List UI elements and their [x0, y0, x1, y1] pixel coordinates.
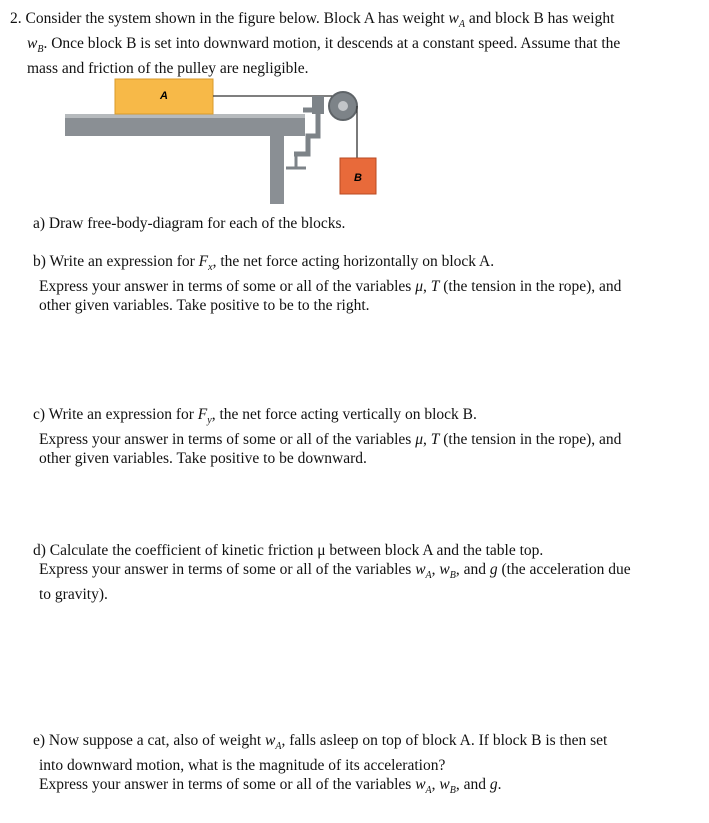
part-b: b) Write an expression for $F_x$, the net force acting horizontally on block A. Express your answer in terms of some or all of the variables μ, T (the tension in the rope), and other given variables. Take positive to be to the right. [33, 253, 622, 315]
block-b-label: B [354, 172, 362, 184]
part-d: d) Calculate the coefficient of kinetic friction μ between block A and the table top. Express your answer in terms of some or all of the variables $w_A$, $w_B$, and g (the acceleration due to gravity). [33, 542, 631, 604]
block-a-label: A [160, 90, 168, 102]
intro-line-2: $w_B$. Once block B is set into downward motion, it descends at a constant speed. Assume that the [27, 35, 621, 56]
part-e: e) Now suppose a cat, also of weight $w_A$, falls asleep on top of block A. If block B is then set into downward motion, what is the magnitude of its acceleration? Express your answer in terms of some or all of the variables $w_A$, $w_B$, and g. [33, 732, 608, 797]
table-leg [270, 134, 284, 204]
pulley-figure [60, 76, 390, 211]
figure-svg [60, 76, 390, 206]
part-a: a) Draw free-body-diagram for each of the blocks. [33, 215, 346, 232]
intro-line-3: mass and friction of the pulley are negligible. [27, 60, 309, 78]
problem-number: 2. [10, 10, 22, 27]
problem-statement [10, 9, 700, 78]
part-c: c) Write an expression for $F_y$, the net force acting vertically on block B. Express your answer in terms of some or all of the variables μ, T (the tension in the rope), and other given variables. Take positive to be downward. [33, 406, 622, 468]
intro-line-1: 2. Consider the system shown in the figure below. Block A has weight $w_A$ and block B has weight [10, 10, 615, 31]
